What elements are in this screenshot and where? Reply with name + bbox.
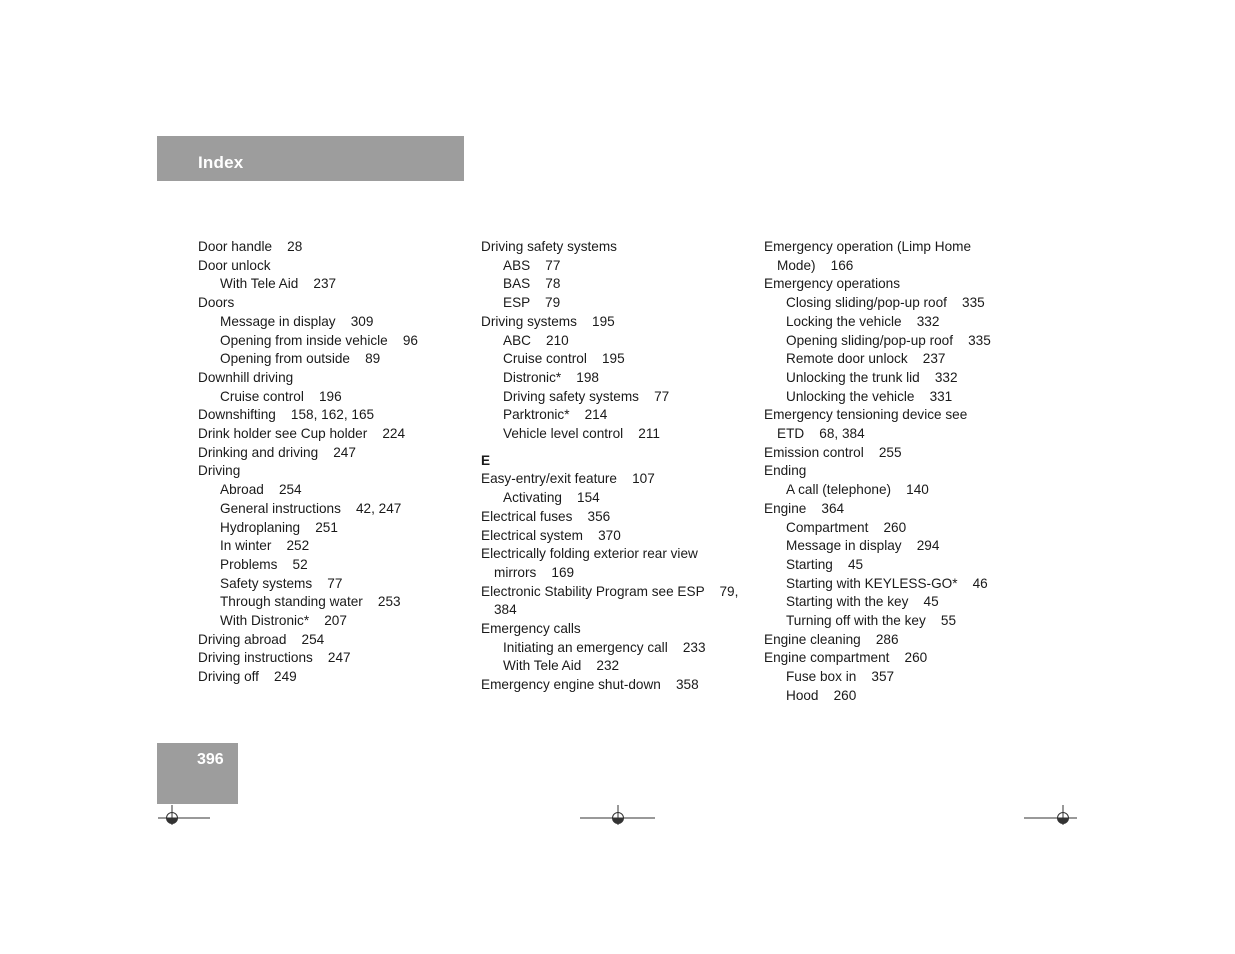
index-entry-continuation: ETD 68, 384 xyxy=(777,426,865,442)
index-entry: Downshifting 158, 162, 165 xyxy=(198,407,375,423)
crop-mark-icon xyxy=(158,803,212,825)
index-subentry: In winter 252 xyxy=(220,538,310,554)
index-subentry: Fuse box in 357 xyxy=(786,669,895,685)
index-subentry: ABS 77 xyxy=(503,257,561,273)
index-subentry: Hydroplaning 251 xyxy=(220,519,338,535)
index-subentry: Vehicle level control 211 xyxy=(503,426,660,442)
index-subentry: BAS 78 xyxy=(503,276,561,292)
index-subentry: Through standing water 253 xyxy=(220,594,401,610)
index-entry: Engine compartment 260 xyxy=(764,650,928,666)
index-entry: Engine 364 xyxy=(764,500,845,516)
index-entry: Door handle 28 xyxy=(198,239,303,254)
section-header xyxy=(157,136,464,181)
index-column-2 xyxy=(481,238,751,695)
index-subentry: Problems 52 xyxy=(220,556,308,572)
index-entry: Emergency tensioning device see xyxy=(764,407,968,423)
index-subentry: ESP 79 xyxy=(503,295,561,311)
index-subentry: A call (telephone) 140 xyxy=(786,482,929,498)
index-entry: Driving instructions 247 xyxy=(198,650,351,666)
index-subentry: Remote door unlock 237 xyxy=(786,351,946,367)
index-entry: Electronic Stability Program see ESP 79, xyxy=(481,583,739,599)
index-subentry: Abroad 254 xyxy=(220,482,302,498)
index-subentry: Safety systems 77 xyxy=(220,575,343,591)
index-subentry: Cruise control 195 xyxy=(503,351,625,367)
index-subentry: Starting with KEYLESS-GO* 46 xyxy=(786,575,988,591)
index-subentry: Compartment 260 xyxy=(786,519,907,535)
index-entry: Electrical fuses 356 xyxy=(481,508,611,524)
index-subentry: Opening sliding/pop-up roof 335 xyxy=(786,332,991,348)
index-entry: Emergency engine shut-down 358 xyxy=(481,677,699,693)
index-subentry: Starting with the key 45 xyxy=(786,594,939,610)
index-entry: Driving systems 195 xyxy=(481,313,615,329)
index-entry: Electrical system 370 xyxy=(481,527,621,543)
index-subentry: Hood 260 xyxy=(786,687,857,703)
index-subentry: Unlocking the vehicle 331 xyxy=(786,388,953,404)
index-entry: Driving xyxy=(198,463,241,479)
page-number: 396 xyxy=(197,751,224,768)
index-subentry: Closing sliding/pop-up roof 335 xyxy=(786,295,985,311)
index-subentry: Driving safety systems 77 xyxy=(503,388,670,404)
index-subentry: Message in display 309 xyxy=(220,313,374,329)
index-entry: Engine cleaning 286 xyxy=(764,631,899,647)
index-entry: Emission control 255 xyxy=(764,444,902,460)
index-entry: Ending xyxy=(764,463,807,479)
index-subentry: General instructions 42, 247 xyxy=(220,500,402,516)
index-column-1 xyxy=(198,238,468,687)
index-entry: Driving abroad 254 xyxy=(198,631,325,647)
index-entry: Driving off 249 xyxy=(198,669,297,685)
index-entry: Drinking and driving 247 xyxy=(198,444,356,460)
index-entry: Easy-entry/exit feature 107 xyxy=(481,471,655,487)
index-subentry: Unlocking the trunk lid 332 xyxy=(786,369,958,385)
crop-mark-icon xyxy=(1024,803,1078,825)
index-entry-continuation: mirrors 169 xyxy=(494,564,575,580)
crop-mark-icon xyxy=(580,803,656,825)
index-subentry: With Tele Aid 237 xyxy=(220,276,337,292)
page-number-box xyxy=(157,743,238,804)
index-subentry: Activating 154 xyxy=(503,490,600,506)
index-subentry: Turning off with the key 55 xyxy=(786,613,957,629)
index-entry-continuation: Mode) 166 xyxy=(777,257,854,273)
index-entry: Drink holder see Cup holder 224 xyxy=(198,426,406,442)
index-letter-heading: E xyxy=(481,452,491,468)
index-subentry: Opening from outside 89 xyxy=(220,351,381,367)
index-entry: Emergency operations xyxy=(764,276,901,292)
index-entry: Door unlock xyxy=(198,257,271,273)
index-entry-continuation: 384 xyxy=(494,602,517,618)
index-column-3 xyxy=(764,238,1034,706)
index-subentry: Opening from inside vehicle 96 xyxy=(220,332,418,348)
index-subentry: Starting 45 xyxy=(786,556,864,572)
index-entry: Emergency calls xyxy=(481,621,581,637)
index-entry: Doors xyxy=(198,295,235,311)
index-subentry: Distronic* 198 xyxy=(503,369,599,385)
section-title: Index xyxy=(198,153,244,172)
index-subentry: Message in display 294 xyxy=(786,538,940,554)
index-entry: Electrically folding exterior rear view xyxy=(481,546,698,562)
index-entry: Downhill driving xyxy=(198,369,294,385)
index-subentry: ABC 210 xyxy=(503,332,569,348)
index-entry: Driving safety systems xyxy=(481,239,617,254)
index-subentry: Parktronic* 214 xyxy=(503,407,608,423)
index-subentry: With Tele Aid 232 xyxy=(503,658,620,674)
index-entry: Emergency operation (Limp Home xyxy=(764,239,972,254)
index-subentry: Cruise control 196 xyxy=(220,388,342,404)
index-subentry: With Distronic* 207 xyxy=(220,613,347,629)
index-subentry: Initiating an emergency call 233 xyxy=(503,639,706,655)
index-subentry: Locking the vehicle 332 xyxy=(786,313,940,329)
